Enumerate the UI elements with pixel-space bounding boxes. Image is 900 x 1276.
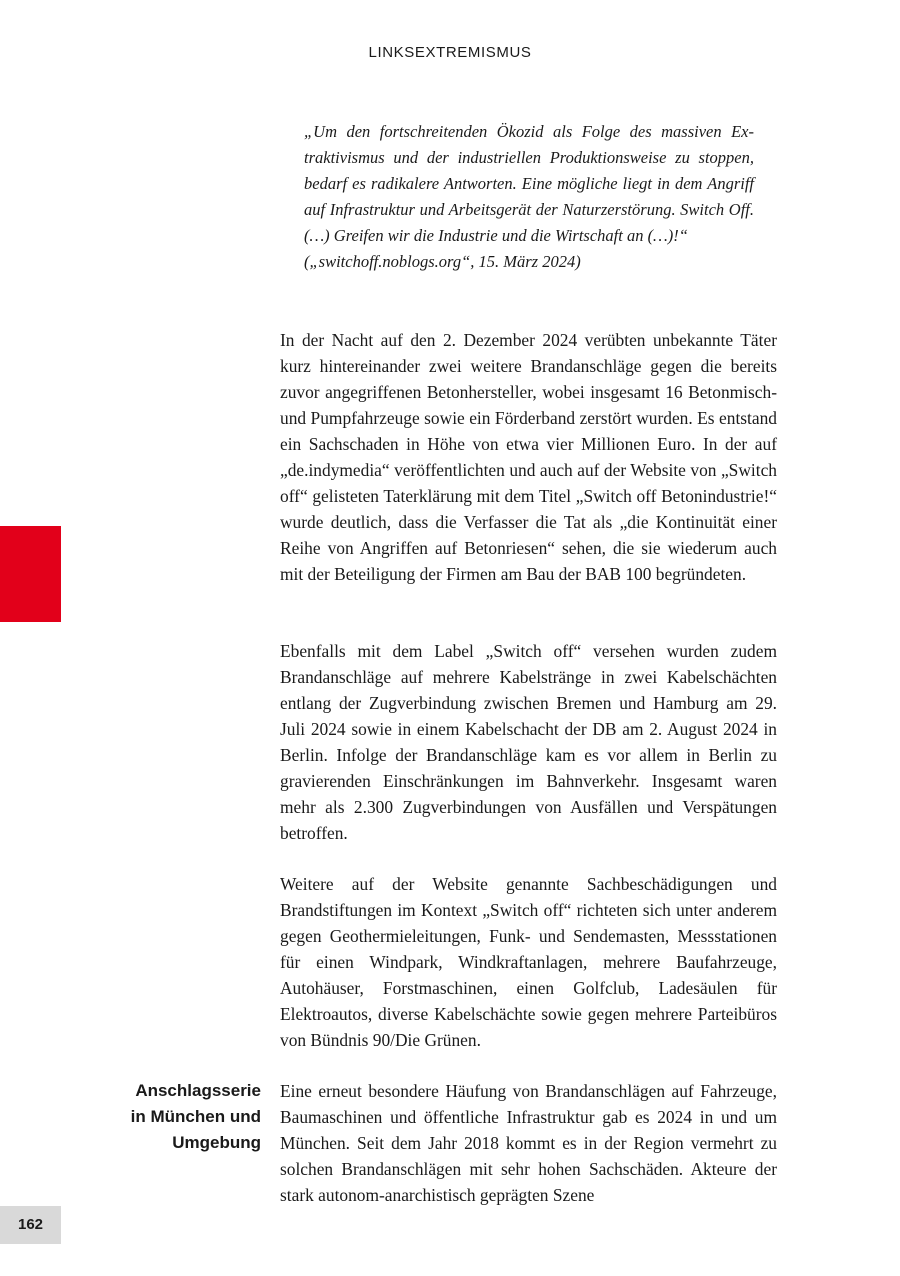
section-tab-marker — [0, 526, 61, 622]
body-paragraph — [280, 1078, 777, 1208]
paragraph-text: Weitere auf der Website genannte Sachbeschädigungen und Brandstiftungen im Kontext „Switch off“ richteten sich unter anderem gegen Geothermieleitungen, Funk- und Sendemasten, Messstationen für einen Windpark, Windkraftanlagen, mehrere Baufahrzeuge, Autohäuser, Forstmaschinen, einen Golfclub, Ladesäulen für Elektroautos, diverse Kabelschächte sowie gegen mehrere Parteibüros von Bündnis 90/Die Grünen. — [280, 874, 777, 1050]
running-head: LINKSEXTREMISMUS — [368, 44, 532, 61]
margin-heading-line: in München und — [130, 1107, 261, 1126]
block-quote — [304, 119, 754, 275]
quote-source: („switchoff.noblogs.org“, 15. März 2024) — [304, 252, 581, 271]
page-number: 162 — [0, 1206, 61, 1244]
paragraph-text: In der Nacht auf den 2. Dezember 2024 verübten unbekannte Täter kurz hintereinander zwei weitere Brandanschläge gegen die bereits zuvor angegriffenen Betonhersteller, wobei insgesamt 16 Betonmisch- und Pumpfahrzeuge sowie ein Förderband zerstört wurden. Es entstand ein Sachschaden in Höhe von etwa vier Millionen Euro. In der auf „de.indymedia“ veröffentlichten und auch auf der Website von „Switch off“ gelisteten Taterklärung mit dem Titel „Switch off Betonindustrie!“ wurde deutlich, dass die Verfasser die Tat als „die Kontinuität einer Reihe von Angriffen auf Betonriesen“ sehen, die sie wiederum auch mit der Beteiligung der Firmen am Bau der BAB 100 begründeten. — [280, 330, 777, 584]
body-paragraph — [280, 871, 777, 1053]
quote-text: „Um den fortschreitenden Ökozid als Folge des massiven Extraktivismus und der industriellen Produktionsweise zu stoppen, bedarf es radikalere Antworten. Eine mögliche liegt in dem Angriff auf Infrastruktur und Arbeitsgerät der Naturzerstörung. Switch Off. (…) Greifen wir die Industrie und die Wirtschaft an (…)!“ — [304, 122, 754, 245]
margin-heading-line: Umgebung — [172, 1133, 261, 1152]
paragraph-text: Ebenfalls mit dem Label „Switch off“ versehen wurden zudem Brandanschläge auf mehrere Kabelstränge in zwei Kabelschächten entlang der Zugverbindung zwischen Bremen und Hamburg am 29. Juli 2024 sowie in einem Kabelschacht der DB am 2. August 2024 in Berlin. Infolge der Brandanschläge kam es vor allem in Berlin zu gravierenden Einschränkungen im Bahnverkehr. Insgesamt waren mehr als 2.300 Zugverbindungen von Ausfällen und Verspätungen betroffen. — [280, 641, 777, 843]
paragraph-text: Eine erneut besondere Häufung von Brandanschlägen auf Fahrzeuge, Baumaschinen und öffentliche Infrastruktur gab es 2024 in und um München. Seit dem Jahr 2018 kommt es in der Region vermehrt zu solchen Brandanschlägen mit sehr hohen Sachschäden. Akteure der stark autonom-anarchistisch geprägten Szene — [280, 1081, 777, 1205]
body-paragraph — [280, 327, 777, 587]
margin-heading — [100, 1078, 261, 1156]
body-paragraph — [280, 638, 777, 846]
margin-heading-line: Anschlagsserie — [135, 1081, 261, 1100]
